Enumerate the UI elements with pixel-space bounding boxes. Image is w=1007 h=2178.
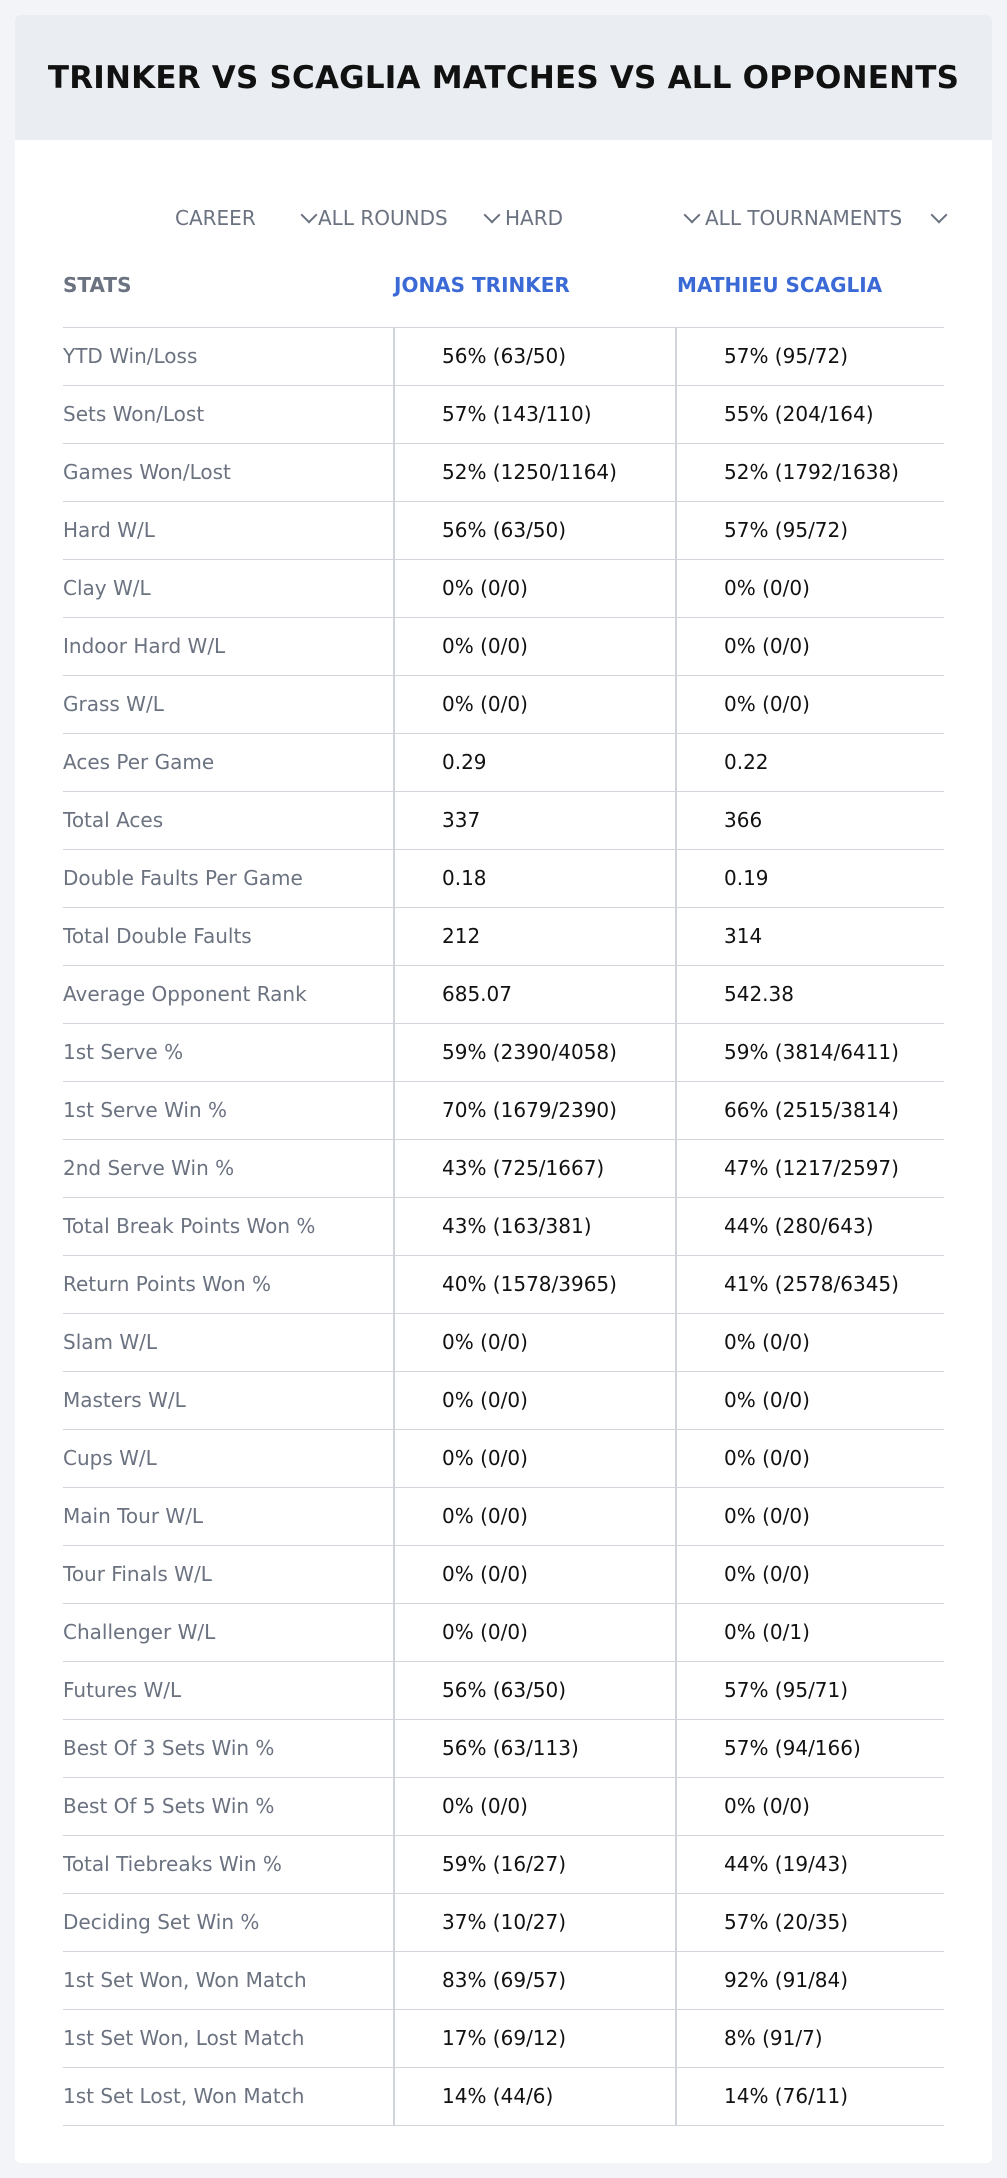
stat-label: 1st Set Won, Won Match — [63, 1968, 307, 1992]
player1-value: 0% (0/0) — [442, 1446, 528, 1470]
stat-label: Challenger W/L — [63, 1620, 216, 1644]
table-row — [63, 1430, 944, 1488]
stat-label: YTD Win/Loss — [63, 344, 198, 368]
player1-value: 59% (16/27) — [442, 1852, 567, 1876]
table-row — [63, 908, 944, 966]
player2-value: 0% (0/0) — [724, 1330, 810, 1354]
stat-label: Cups W/L — [63, 1446, 157, 1470]
stat-label: Masters W/L — [63, 1388, 186, 1412]
player1-value: 0% (0/0) — [442, 634, 528, 658]
player1-value: 0% (0/0) — [442, 1504, 528, 1528]
player1-value: 57% (143/110) — [442, 402, 592, 426]
table-row — [63, 1662, 944, 1720]
player1-value: 56% (63/50) — [442, 344, 567, 368]
player2-value: 0% (0/1) — [724, 1620, 810, 1644]
table-header — [63, 258, 944, 328]
table-row — [63, 618, 944, 676]
player1-value: 0% (0/0) — [442, 1562, 528, 1586]
player2-value: 0% (0/0) — [724, 1794, 810, 1818]
table-row — [63, 1778, 944, 1836]
table-row — [63, 1488, 944, 1546]
player2-value: 0% (0/0) — [724, 634, 810, 658]
column-divider — [675, 328, 677, 2126]
player2-value: 366 — [724, 808, 763, 832]
period-filter[interactable] — [175, 198, 315, 238]
table-row — [63, 1894, 944, 1952]
player2-value: 92% (91/84) — [724, 1968, 849, 1992]
table-row — [63, 386, 944, 444]
surface-filter-value: HARD — [505, 206, 564, 230]
stat-label: Best Of 5 Sets Win % — [63, 1794, 275, 1818]
table-row — [63, 734, 944, 792]
player2-value: 0% (0/0) — [724, 1562, 810, 1586]
table-row — [63, 1604, 944, 1662]
stat-label: 1st Set Won, Lost Match — [63, 2026, 305, 2050]
round-filter[interactable] — [318, 198, 498, 238]
player1-value: 0% (0/0) — [442, 1388, 528, 1412]
stat-label: Average Opponent Rank — [63, 982, 307, 1006]
table-row — [63, 1952, 944, 2010]
player1-value: 83% (69/57) — [442, 1968, 567, 1992]
table-row — [63, 850, 944, 908]
player2-value: 8% (91/7) — [724, 2026, 823, 2050]
stat-label: Double Faults Per Game — [63, 866, 303, 890]
player1-value: 0% (0/0) — [442, 1330, 528, 1354]
table-row — [63, 1198, 944, 1256]
stat-label: Grass W/L — [63, 692, 164, 716]
stat-label: Indoor Hard W/L — [63, 634, 226, 658]
player2-value: 0.22 — [724, 750, 769, 774]
player1-value: 52% (1250/1164) — [442, 460, 617, 484]
player2-value: 0% (0/0) — [724, 692, 810, 716]
table-row — [63, 1082, 944, 1140]
player1-value: 212 — [442, 924, 481, 948]
stat-label: Games Won/Lost — [63, 460, 231, 484]
stats-column-header: STATS — [63, 272, 132, 297]
player2-value: 55% (204/164) — [724, 402, 874, 426]
player2-value: 57% (94/166) — [724, 1736, 861, 1760]
chevron-down-icon — [484, 207, 501, 224]
player2-value: 57% (95/72) — [724, 344, 849, 368]
player1-value: 56% (63/113) — [442, 1736, 579, 1760]
stat-label: Futures W/L — [63, 1678, 182, 1702]
player1-value: 0% (0/0) — [442, 692, 528, 716]
stat-label: Total Aces — [63, 808, 164, 832]
table-row — [63, 1720, 944, 1778]
player1-value: 337 — [442, 808, 481, 832]
player2-value: 47% (1217/2597) — [724, 1156, 899, 1180]
card-header — [15, 15, 992, 140]
page-title: TRINKER VS SCAGLIA MATCHES VS ALL OPPONENTS — [47, 59, 960, 96]
stat-label: 1st Serve Win % — [63, 1098, 227, 1122]
table-row — [63, 1546, 944, 1604]
player2-value: 41% (2578/6345) — [724, 1272, 899, 1296]
table-row — [63, 1256, 944, 1314]
player1-value: 0% (0/0) — [442, 1620, 528, 1644]
tournament-filter-value: ALL TOURNAMENTS — [705, 206, 903, 230]
player2-value: 14% (76/11) — [724, 2084, 849, 2108]
table-row — [63, 444, 944, 502]
chevron-down-icon — [684, 207, 701, 224]
stat-label: Sets Won/Lost — [63, 402, 205, 426]
player1-value: 14% (44/6) — [442, 2084, 554, 2108]
player2-value: 44% (19/43) — [724, 1852, 849, 1876]
player2-value: 0% (0/0) — [724, 1504, 810, 1528]
stat-label: Best Of 3 Sets Win % — [63, 1736, 275, 1760]
player1-value: 0.29 — [442, 750, 487, 774]
period-filter-value: CAREER — [175, 206, 256, 230]
player2-value: 57% (95/71) — [724, 1678, 849, 1702]
player2-value: 44% (280/643) — [724, 1214, 874, 1238]
player1-value: 0% (0/0) — [442, 576, 528, 600]
stat-label: Total Break Points Won % — [63, 1214, 316, 1238]
stat-label: Total Tiebreaks Win % — [63, 1852, 282, 1876]
table-row — [63, 792, 944, 850]
filter-bar — [15, 198, 992, 238]
player2-value: 59% (3814/6411) — [724, 1040, 899, 1064]
tournament-filter[interactable] — [705, 198, 945, 238]
chevron-down-icon — [301, 207, 318, 224]
player1-value: 40% (1578/3965) — [442, 1272, 617, 1296]
player1-value: 43% (725/1667) — [442, 1156, 605, 1180]
player2-value: 66% (2515/3814) — [724, 1098, 899, 1122]
stat-label: Deciding Set Win % — [63, 1910, 260, 1934]
table-row — [63, 1372, 944, 1430]
table-row — [63, 1140, 944, 1198]
player2-value: 0.19 — [724, 866, 769, 890]
player1-value: 59% (2390/4058) — [442, 1040, 617, 1064]
table-row — [63, 966, 944, 1024]
stat-label: 2nd Serve Win % — [63, 1156, 235, 1180]
stats-card — [15, 15, 992, 2163]
player2-value: 542.38 — [724, 982, 794, 1006]
player1-value: 0.18 — [442, 866, 487, 890]
table-row — [63, 1024, 944, 1082]
table-row — [63, 328, 944, 386]
player1-value: 70% (1679/2390) — [442, 1098, 617, 1122]
table-row — [63, 1836, 944, 1894]
player1-value: 37% (10/27) — [442, 1910, 567, 1934]
round-filter-value: ALL ROUNDS — [318, 206, 448, 230]
player1-value: 685.07 — [442, 982, 512, 1006]
stat-label: Tour Finals W/L — [63, 1562, 212, 1586]
player1-value: 43% (163/381) — [442, 1214, 592, 1238]
surface-filter[interactable] — [505, 198, 698, 238]
stat-label: Hard W/L — [63, 518, 155, 542]
table-row — [63, 502, 944, 560]
player1-value: 17% (69/12) — [442, 2026, 567, 2050]
player2-value: 57% (95/72) — [724, 518, 849, 542]
table-row — [63, 676, 944, 734]
player2-value: 57% (20/35) — [724, 1910, 849, 1934]
stats-table — [63, 258, 944, 2126]
stat-label: Return Points Won % — [63, 1272, 272, 1296]
player2-name-link[interactable]: MATHIEU SCAGLIA — [677, 272, 883, 297]
table-row — [63, 2010, 944, 2068]
stat-label: Clay W/L — [63, 576, 151, 600]
stat-label: Total Double Faults — [63, 924, 252, 948]
player2-value: 0% (0/0) — [724, 1446, 810, 1470]
table-row — [63, 560, 944, 618]
table-body — [63, 328, 944, 2126]
player1-value: 0% (0/0) — [442, 1794, 528, 1818]
stat-label: 1st Serve % — [63, 1040, 184, 1064]
stat-label: Main Tour W/L — [63, 1504, 204, 1528]
stat-label: Slam W/L — [63, 1330, 158, 1354]
player2-value: 52% (1792/1638) — [724, 460, 899, 484]
chevron-down-icon — [931, 207, 948, 224]
table-row — [63, 1314, 944, 1372]
player2-value: 0% (0/0) — [724, 1388, 810, 1412]
player1-value: 56% (63/50) — [442, 1678, 567, 1702]
stat-label: 1st Set Lost, Won Match — [63, 2084, 305, 2108]
column-divider — [393, 328, 395, 2126]
stat-label: Aces Per Game — [63, 750, 215, 774]
player1-name-link[interactable]: JONAS TRINKER — [394, 272, 570, 297]
player2-value: 0% (0/0) — [724, 576, 810, 600]
player2-value: 314 — [724, 924, 763, 948]
table-row — [63, 2068, 944, 2126]
player1-value: 56% (63/50) — [442, 518, 567, 542]
